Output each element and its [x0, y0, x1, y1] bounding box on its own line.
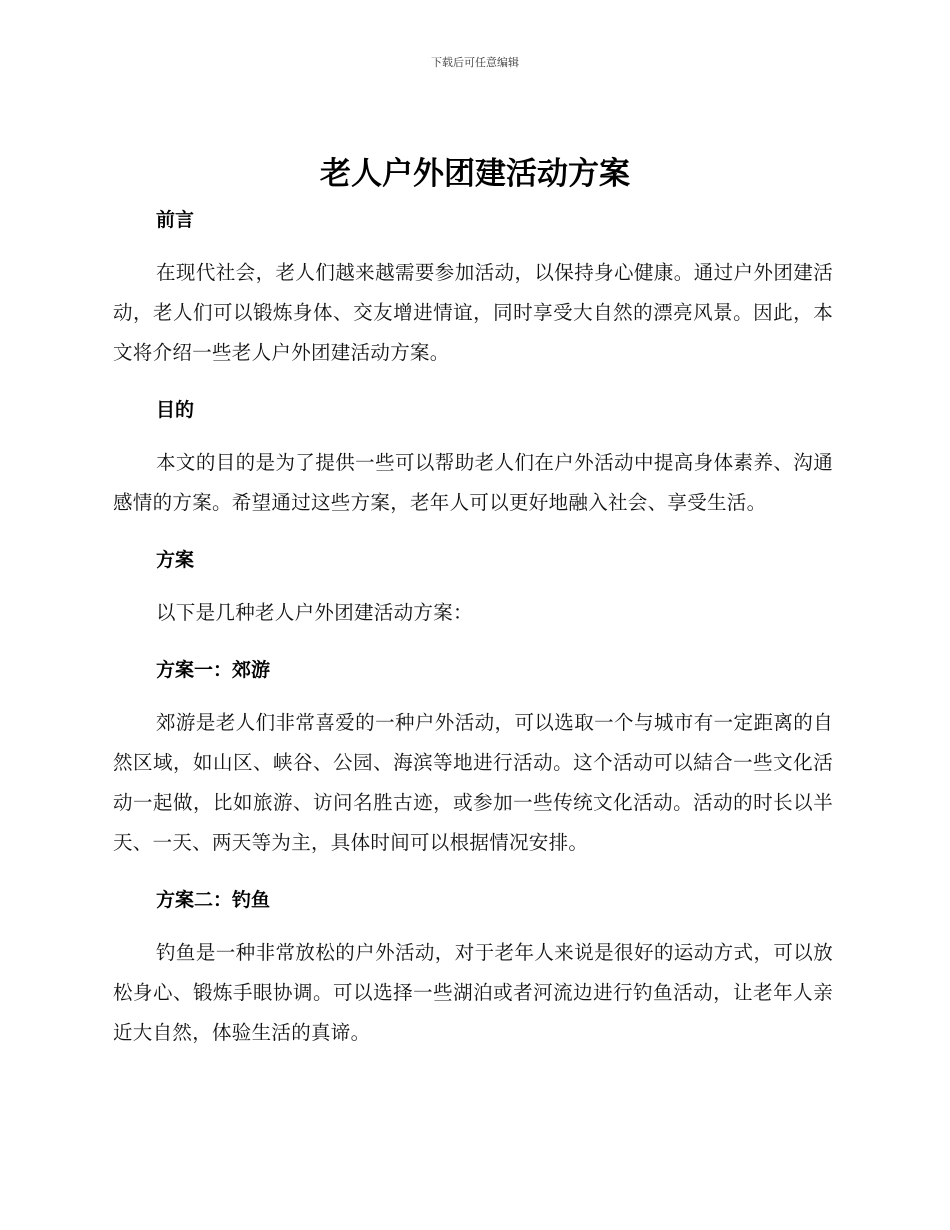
section-heading-plan-two: 方案二：钓鱼: [156, 889, 271, 911]
section-heading-plan-one: 方案一：郊游: [156, 659, 271, 681]
document-body: [113, 205, 833, 1053]
section-paragraph-plans: 以下是几种老人户外团建活动方案：: [156, 601, 473, 624]
section-heading-preface: 前言: [156, 209, 195, 231]
section-heading-purpose: 目的: [156, 399, 195, 421]
section-paragraph-purpose: 本文的目的是为了提供一些可以帮助老人们在户外活动中提高身体素养、沟通感情的方案。希望通过这些方案，老年人可以更好地融入社会、享受生活。: [113, 451, 833, 514]
section-paragraph-plan-one: 郊游是老人们非常喜爱的一种户外活动，可以选取一个与城市有一定距离的自然区域，如山区、峡谷、公园、海滨等地进行活动。这个活动可以結合一些文化活动一起做，比如旅游、访问名胜古迹，或参加一些传统文化活动。活动的时长以半天、一天、两天等为主，具体时间可以根据情况安排。: [113, 711, 833, 854]
page-header-note: 下载后可任意编辑: [431, 56, 519, 69]
section-paragraph-plan-two: 钓鱼是一种非常放松的户外活动，对于老年人来说是很好的运动方式，可以放松身心、锻炼手眼协调。可以选择一些湖泊或者河流边进行钓鱼活动，让老年人亲近大自然，体验生活的真谛。: [113, 941, 833, 1044]
document-title: 老人户外团建活动方案: [320, 156, 630, 192]
section-paragraph-preface: 在现代社会，老人们越来越需要参加活动，以保持身心健康。通过户外团建活动，老人们可以锻炼身体、交友增进情谊，同时享受大自然的漂亮风景。因此，本文将介绍一些老人户外团建活动方案。: [113, 261, 833, 364]
section-heading-plans: 方案: [156, 549, 195, 571]
